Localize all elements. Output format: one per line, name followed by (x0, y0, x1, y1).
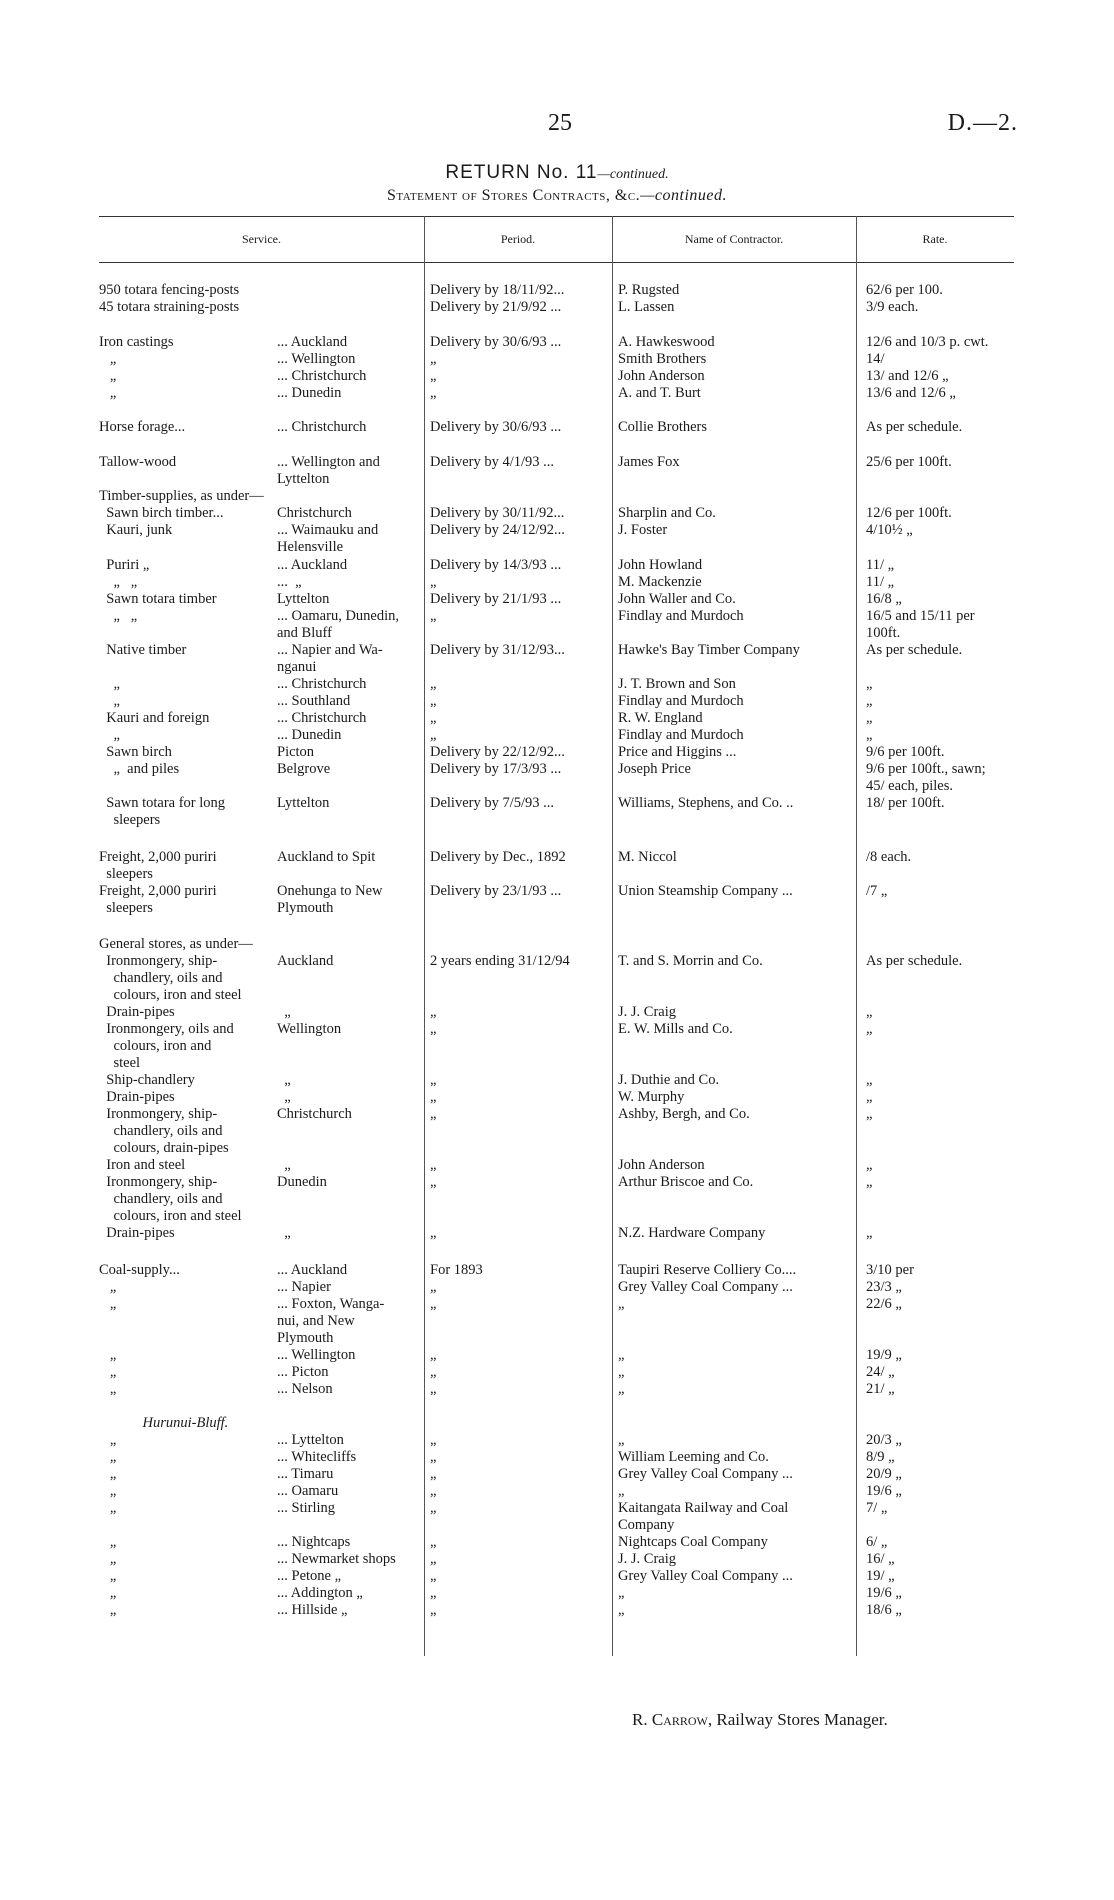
service-item: „ and piles (99, 761, 180, 777)
contractor-cell: Findlay and Murdoch (618, 727, 744, 743)
contractor-cell: „ (618, 1296, 625, 1312)
rate-cell: As per schedule. (866, 642, 963, 658)
contractor-cell: Hawke's Bay Timber Company (618, 642, 800, 658)
contractor-cell: A. Hawkeswood (618, 334, 715, 350)
rate-cell: As per schedule. (866, 419, 963, 435)
service-location: ... Southland (277, 693, 351, 709)
service-location: ... Hillside „ (277, 1602, 348, 1618)
return-title-suffix: —continued. (597, 167, 669, 182)
contractor-cell: „ (618, 1483, 625, 1499)
contractor-cell: N.Z. Hardware Company (618, 1225, 766, 1241)
period-cell: „ (430, 676, 437, 692)
service-location: nganui (277, 659, 317, 675)
contractor-cell: Price and Higgins ... (618, 744, 737, 760)
service-item: chandlery, oils and (99, 1123, 223, 1139)
service-item: Hurunui-Bluff. (99, 1415, 229, 1431)
rate-cell: 3/10 per (866, 1262, 914, 1278)
rate-cell: 25/6 per 100ft. (866, 454, 952, 470)
contractor-cell: M. Mackenzie (618, 574, 702, 590)
rate-cell: 3/9 each. (866, 299, 919, 315)
contractor-cell: Ashby, Bergh, and Co. (618, 1106, 750, 1122)
period-cell: „ (430, 710, 437, 726)
service-location: ... Petone „ (277, 1568, 342, 1584)
column-divider (612, 216, 613, 1656)
service-location: ... Christchurch (277, 368, 367, 384)
period-cell: „ (430, 1449, 437, 1465)
service-item: Coal-supply... (99, 1262, 180, 1278)
period-cell: „ (430, 1347, 437, 1363)
signature (632, 1710, 888, 1730)
service-location: ... Stirling (277, 1500, 336, 1516)
rate-cell: „ (866, 676, 873, 692)
service-item: Drain-pipes (99, 1225, 175, 1241)
rate-cell: 16/ „ (866, 1551, 895, 1567)
contractor-cell: J. Duthie and Co. (618, 1072, 720, 1088)
service-item: „ (99, 1364, 117, 1380)
rate-cell: 9/6 per 100ft., sawn; (866, 761, 986, 777)
service-item: 45 totara straining-posts (99, 299, 240, 315)
service-item: „ (99, 1551, 117, 1567)
service-item: Sawn totara for long (99, 795, 226, 811)
contractor-cell: John Waller and Co. (618, 591, 736, 607)
contractor-cell: „ (618, 1432, 625, 1448)
contractor-cell: „ (618, 1602, 625, 1618)
rate-cell: 18/ per 100ft. (866, 795, 945, 811)
period-cell: Delivery by 4/1/93 ... (430, 454, 555, 470)
service-location: ... Christchurch (277, 676, 367, 692)
rate-cell: „ (866, 710, 873, 726)
rate-cell: 11/ „ (866, 574, 895, 590)
rate-cell: 62/6 per 100. (866, 282, 943, 298)
period-cell: Delivery by 7/5/93 ... (430, 795, 555, 811)
service-item: „ (99, 676, 120, 692)
rate-cell: „ (866, 1021, 873, 1037)
period-cell: Delivery by 21/1/93 ... (430, 591, 562, 607)
period-cell: „ (430, 1551, 437, 1567)
rate-cell: 12/6 per 100ft. (866, 505, 952, 521)
service-location: ... Foxton, Wanga- (277, 1296, 385, 1312)
rate-cell: 24/ „ (866, 1364, 895, 1380)
service-location: ... Christchurch (277, 710, 367, 726)
service-item: Kauri, junk (99, 522, 173, 538)
period-cell: „ (430, 1279, 437, 1295)
column-divider (856, 216, 857, 1656)
rate-cell: 20/9 „ (866, 1466, 902, 1482)
service-location: Belgrove (277, 761, 331, 777)
service-item: „ (99, 1568, 117, 1584)
service-location: nui, and New (277, 1313, 355, 1329)
period-cell: „ (430, 1089, 437, 1105)
period-cell: „ (430, 1432, 437, 1448)
column-divider (424, 216, 425, 1656)
rate-cell: 19/6 „ (866, 1483, 902, 1499)
table-top-rule (99, 216, 1014, 217)
rate-cell: 13/ and 12/6 „ (866, 368, 949, 384)
contractor-cell: A. and T. Burt (618, 385, 701, 401)
statement-subtitle-text: Statement of Stores Contracts, &c. (386, 187, 641, 204)
period-cell: „ (430, 1004, 437, 1020)
document-reference: D.—2. (947, 110, 1018, 136)
service-item: „ (99, 1500, 117, 1516)
service-location: Helensville (277, 539, 344, 555)
rate-cell: 8/9 „ (866, 1449, 895, 1465)
service-item: „ (99, 1585, 117, 1601)
service-item: sleepers (99, 900, 153, 916)
rate-cell: 100ft. (866, 625, 901, 641)
contractor-cell: Smith Brothers (618, 351, 707, 367)
service-location: ... Nightcaps (277, 1534, 351, 1550)
service-item: colours, drain-pipes (99, 1140, 229, 1156)
rate-cell: 45/ each, piles. (866, 778, 953, 794)
contractor-cell: John Howland (618, 557, 703, 573)
service-item: „ (99, 1296, 117, 1312)
service-item: „ (99, 1534, 117, 1550)
rate-cell: 19/ „ (866, 1568, 895, 1584)
service-location: ... Wellington (277, 351, 356, 367)
period-cell: Delivery by 18/11/92... (430, 282, 565, 298)
period-cell: „ (430, 1466, 437, 1482)
service-location: ... Lyttelton (277, 1432, 344, 1448)
contractor-cell: Sharplin and Co. (618, 505, 716, 521)
service-location: Auckland (277, 953, 334, 969)
contractor-cell: John Anderson (618, 1157, 705, 1173)
service-item: Ironmongery, ship- (99, 1106, 218, 1122)
service-item: chandlery, oils and (99, 1191, 223, 1207)
service-item: „ (99, 1602, 117, 1618)
service-item: „ (99, 385, 117, 401)
contractor-cell: Findlay and Murdoch (618, 608, 744, 624)
service-item: colours, iron and steel (99, 987, 242, 1003)
service-location: Auckland to Spit (277, 849, 376, 865)
service-location: „ (277, 1072, 291, 1088)
rate-cell: 19/9 „ (866, 1347, 902, 1363)
service-item: „ (99, 1347, 117, 1363)
contractor-cell: William Leeming and Co. (618, 1449, 769, 1465)
rate-cell: 6/ „ (866, 1534, 888, 1550)
rate-cell: 9/6 per 100ft. (866, 744, 945, 760)
service-item: „ (99, 1483, 117, 1499)
service-item: „ (99, 727, 120, 743)
rate-cell: /8 each. (866, 849, 912, 865)
service-location: ... Christchurch (277, 419, 367, 435)
service-location: Picton (277, 744, 315, 760)
period-cell: „ (430, 385, 437, 401)
rate-cell: „ (866, 1174, 873, 1190)
rate-cell: 19/6 „ (866, 1585, 902, 1601)
period-cell: Delivery by 30/6/93 ... (430, 334, 562, 350)
service-location: ... Dunedin (277, 727, 342, 743)
contractor-cell: R. W. England (618, 710, 703, 726)
rate-cell: „ (866, 1089, 873, 1105)
service-item: sleepers (99, 812, 161, 828)
signature-name: Carrow, (651, 1710, 713, 1729)
contractor-cell: Grey Valley Coal Company ... (618, 1568, 793, 1584)
rate-cell: 16/5 and 15/11 per (866, 608, 975, 624)
service-item: Sawn totara timber (99, 591, 217, 607)
column-header-service: Service. (242, 232, 281, 246)
contractor-cell: J. J. Craig (618, 1551, 676, 1567)
period-cell: Delivery by 23/1/93 ... (430, 883, 562, 899)
service-item: Timber-supplies, as under— (99, 488, 264, 504)
service-item: Iron and steel (99, 1157, 186, 1173)
period-cell: „ (430, 1568, 437, 1584)
rate-cell: 12/6 and 10/3 p. cwt. (866, 334, 989, 350)
column-header-rate: Rate. (922, 232, 948, 246)
service-location: Christchurch (277, 505, 352, 521)
contractor-cell: Williams, Stephens, and Co. .. (618, 795, 794, 811)
period-cell: Delivery by 30/11/92... (430, 505, 565, 521)
rate-cell: 18/6 „ (866, 1602, 902, 1618)
service-item: General stores, as under— (99, 936, 253, 952)
service-item: „ (99, 1279, 117, 1295)
period-cell: „ (430, 1381, 437, 1397)
service-location: ... Oamaru (277, 1483, 339, 1499)
period-cell: Delivery by 31/12/93... (430, 642, 565, 658)
rate-cell: „ (866, 1157, 873, 1173)
period-cell: „ (430, 1296, 437, 1312)
table-header-rule (99, 262, 1014, 263)
period-cell: „ (430, 1534, 437, 1550)
service-item: Drain-pipes (99, 1089, 175, 1105)
return-title-text: RETURN No. 11 (445, 162, 598, 183)
contractor-cell: John Anderson (618, 368, 705, 384)
service-location: ... Napier (277, 1279, 331, 1295)
rate-cell: /7 „ (866, 883, 888, 899)
service-location: Wellington (277, 1021, 342, 1037)
contractor-cell: James Fox (618, 454, 680, 470)
service-location: ... Dunedin (277, 385, 342, 401)
period-cell: Delivery by 30/6/93 ... (430, 419, 562, 435)
service-item: steel (99, 1055, 141, 1071)
contractor-cell: Nightcaps Coal Company (618, 1534, 768, 1550)
signature-title: Railway Stores Manager. (716, 1710, 888, 1729)
service-item: colours, iron and (99, 1038, 212, 1054)
rate-cell: 11/ „ (866, 557, 895, 573)
contractor-cell: „ (618, 1364, 625, 1380)
service-location: Lyttelton (277, 591, 330, 607)
period-cell: For 1893 (430, 1262, 483, 1278)
contractor-cell: W. Murphy (618, 1089, 685, 1105)
rate-cell: „ (866, 1225, 873, 1241)
period-cell: Delivery by 17/3/93 ... (430, 761, 562, 777)
service-item: „ (99, 368, 117, 384)
page-number: 25 (548, 110, 572, 136)
period-cell: „ (430, 1106, 437, 1122)
contractor-cell: P. Rugsted (618, 282, 680, 298)
contractor-cell: J. J. Craig (618, 1004, 676, 1020)
period-cell: „ (430, 1174, 437, 1190)
period-cell: Delivery by 14/3/93 ... (430, 557, 562, 573)
rate-cell: 21/ „ (866, 1381, 895, 1397)
service-item: „ (99, 1466, 117, 1482)
rate-cell: „ (866, 1106, 873, 1122)
service-item: „ „ (99, 574, 138, 590)
contractor-cell: E. W. Mills and Co. (618, 1021, 733, 1037)
service-location: „ (277, 1004, 291, 1020)
contractor-cell: Grey Valley Coal Company ... (618, 1279, 793, 1295)
service-location: ... Timaru (277, 1466, 334, 1482)
service-location: ... Auckland (277, 1262, 348, 1278)
rate-cell: 16/8 „ (866, 591, 902, 607)
contractor-cell: Union Steamship Company ... (618, 883, 793, 899)
service-item: Ship-chandlery (99, 1072, 195, 1088)
period-cell: „ (430, 1157, 437, 1173)
service-location: ... Auckland (277, 334, 348, 350)
contractor-cell: „ (618, 1381, 625, 1397)
service-item: Kauri and foreign (99, 710, 210, 726)
service-item: „ (99, 1432, 117, 1448)
period-cell: Delivery by 24/12/92... (430, 522, 565, 538)
contractor-cell: Joseph Price (618, 761, 691, 777)
service-item: Ironmongery, ship- (99, 953, 218, 969)
service-item: sleepers (99, 866, 153, 882)
period-cell: „ (430, 608, 437, 624)
service-location: ... Waimauku and (277, 522, 379, 538)
period-cell: „ (430, 351, 437, 367)
service-item: „ (99, 693, 120, 709)
signature-initial: R. (632, 1710, 648, 1729)
service-item: colours, iron and steel (99, 1208, 242, 1224)
service-location: ... Addington „ (277, 1585, 363, 1601)
period-cell: „ (430, 1072, 437, 1088)
service-location: „ (277, 1225, 291, 1241)
column-header-period: Period. (500, 232, 536, 246)
service-item: „ „ (99, 608, 138, 624)
service-item: „ (99, 1381, 117, 1397)
service-item: „ (99, 351, 117, 367)
contractor-cell: M. Niccol (618, 849, 677, 865)
column-header-contractor: Name of Contractor. (684, 232, 784, 246)
rate-cell: 20/3 „ (866, 1432, 902, 1448)
period-cell: „ (430, 1021, 437, 1037)
service-location: ... „ (277, 574, 302, 590)
period-cell: „ (430, 1364, 437, 1380)
contractor-cell: Findlay and Murdoch (618, 693, 744, 709)
contractor-cell: Grey Valley Coal Company ... (618, 1466, 793, 1482)
contractor-cell: „ (618, 1585, 625, 1601)
service-item: Native timber (99, 642, 187, 658)
contractor-cell: Arthur Briscoe and Co. (618, 1174, 754, 1190)
rate-cell: 23/3 „ (866, 1279, 902, 1295)
statement-subtitle (0, 187, 1114, 205)
period-cell: „ (430, 1225, 437, 1241)
rate-cell: 13/6 and 12/6 „ (866, 385, 956, 401)
statement-subtitle-suffix: —continued. (640, 187, 727, 204)
period-cell: „ (430, 368, 437, 384)
contractor-cell: „ (618, 1347, 625, 1363)
service-location: Lyttelton (277, 795, 330, 811)
contractor-cell: Company (618, 1517, 675, 1533)
rate-cell: 7/ „ (866, 1500, 888, 1516)
period-cell: „ (430, 574, 437, 590)
service-location: ... Picton (277, 1364, 329, 1380)
contractor-cell: J. T. Brown and Son (618, 676, 736, 692)
service-location: Lyttelton (277, 471, 330, 487)
rate-cell: 22/6 „ (866, 1296, 902, 1312)
service-location: ... Whitecliffs (277, 1449, 357, 1465)
service-item: „ (99, 1449, 117, 1465)
service-item: Freight, 2,000 puriri (99, 883, 217, 899)
service-item: Puriri „ (99, 557, 150, 573)
service-location: ... Auckland (277, 557, 348, 573)
service-item: 950 totara fencing-posts (99, 282, 240, 298)
rate-cell: „ (866, 1072, 873, 1088)
rate-cell: „ (866, 727, 873, 743)
service-item: Sawn birch timber... (99, 505, 224, 521)
rate-cell: „ (866, 1004, 873, 1020)
contractor-cell: T. and S. Morrin and Co. (618, 953, 763, 969)
period-cell: Delivery by Dec., 1892 (430, 849, 566, 865)
service-item: Iron castings (99, 334, 174, 350)
period-cell: „ (430, 1500, 437, 1516)
service-location: „ (277, 1157, 291, 1173)
contractor-cell: Taupiri Reserve Colliery Co.... (618, 1262, 797, 1278)
period-cell: „ (430, 1585, 437, 1601)
period-cell: Delivery by 21/9/92 ... (430, 299, 562, 315)
service-location: and Bluff (277, 625, 332, 641)
service-location: Dunedin (277, 1174, 327, 1190)
service-item: Tallow-wood (99, 454, 177, 470)
rate-cell: As per schedule. (866, 953, 963, 969)
contractor-cell: L. Lassen (618, 299, 675, 315)
period-cell: 2 years ending 31/12/94 (430, 953, 570, 969)
period-cell: „ (430, 727, 437, 743)
service-item: Ironmongery, oils and (99, 1021, 234, 1037)
period-cell: „ (430, 693, 437, 709)
service-location: ... Newmarket shops (277, 1551, 396, 1567)
rate-cell: „ (866, 693, 873, 709)
service-location: ... Nelson (277, 1381, 333, 1397)
service-location: ... Oamaru, Dunedin, (277, 608, 400, 624)
service-item: Horse forage... (99, 419, 186, 435)
service-item: Sawn birch (99, 744, 172, 760)
return-title (0, 162, 1114, 184)
service-location: Onehunga to New (277, 883, 383, 899)
contractor-cell: J. Foster (618, 522, 668, 538)
service-location: ... Wellington (277, 1347, 356, 1363)
service-location: ... Wellington and (277, 454, 380, 470)
service-location: ... Napier and Wa- (277, 642, 383, 658)
service-item: Freight, 2,000 puriri (99, 849, 217, 865)
service-location: Christchurch (277, 1106, 352, 1122)
service-location: „ (277, 1089, 291, 1105)
service-item: Drain-pipes (99, 1004, 175, 1020)
service-item: Ironmongery, ship- (99, 1174, 218, 1190)
service-item: chandlery, oils and (99, 970, 223, 986)
contractor-cell: Collie Brothers (618, 419, 708, 435)
service-location: Plymouth (277, 1330, 334, 1346)
contractor-cell: Kaitangata Railway and Coal (618, 1500, 789, 1516)
service-location: Plymouth (277, 900, 334, 916)
rate-cell: 4/10½ „ (866, 522, 913, 538)
period-cell: „ (430, 1483, 437, 1499)
rate-cell: 14/ (866, 351, 885, 367)
period-cell: „ (430, 1602, 437, 1618)
period-cell: Delivery by 22/12/92... (430, 744, 565, 760)
